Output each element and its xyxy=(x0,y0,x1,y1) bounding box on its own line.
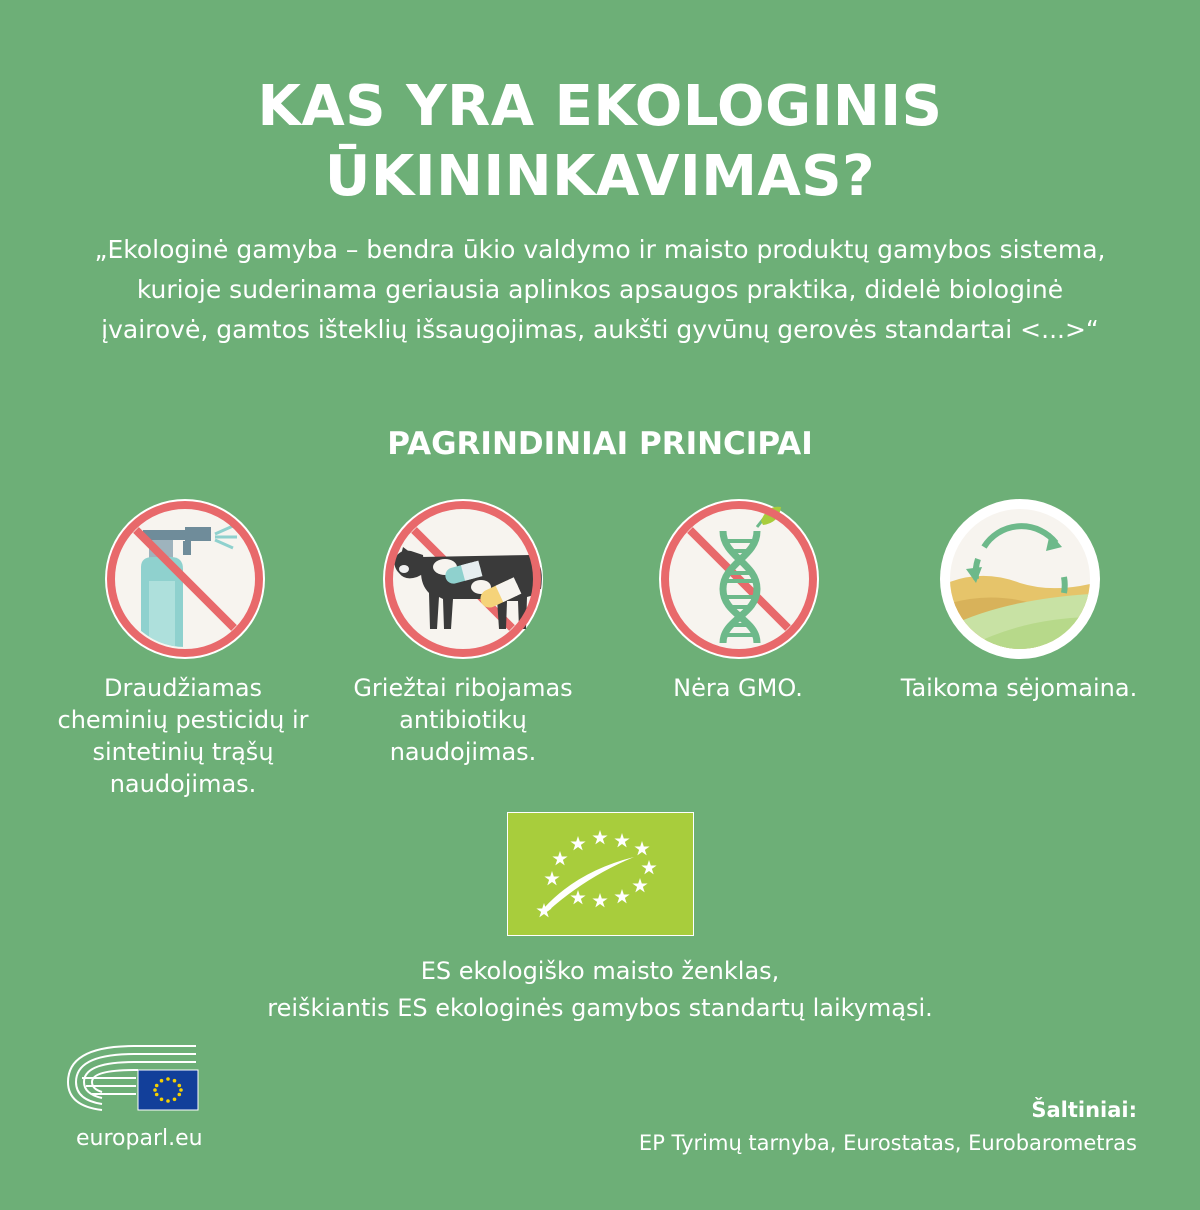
eu-logo-caption-line-2: reiškiantis ES ekologinės gamybos standartų laikymąsi. xyxy=(267,994,933,1022)
european-parliament-logo-icon xyxy=(62,1040,202,1112)
principle-label: Griežtai ribojamas antibiotikų naudojimas. xyxy=(353,674,573,766)
definition-quote: „Ekologinė gamyba – bendra ūkio valdymo ir maisto produktų gamybos sistema, kurioje suderinama geriausia aplinkos apsaugos praktika, didelė biologinė įvairovė, gamtos išteklių išsaugojimas, aukšti gyvūnų gerovės standartai <...>“ xyxy=(94,235,1106,344)
sources-heading: Šaltiniai: xyxy=(1031,1098,1137,1122)
eu-logo-caption xyxy=(0,953,1200,1027)
title-line-2: ŪKININKAVIMAS? xyxy=(324,144,876,209)
page-title xyxy=(0,72,1200,212)
no-gmo-dna-icon xyxy=(657,497,821,661)
eu-organic-logo xyxy=(507,812,694,936)
principle-label: Draudžiamas cheminių pesticidų ir sintetinių trąšų naudojimas. xyxy=(57,674,309,798)
sources xyxy=(639,1094,1137,1160)
europarl-link[interactable]: europarl.eu xyxy=(76,1126,203,1151)
sources-text: EP Tyrimų tarnyba, Eurostatas, Eurobarometras xyxy=(638,1131,1137,1155)
principle-label: Taikoma sėjomaina. xyxy=(900,674,1138,702)
crop-rotation-icon xyxy=(938,497,1102,661)
eu-logo-caption-line-1: ES ekologiško maisto ženklas, xyxy=(420,957,780,985)
principle-label: Nėra GMO. xyxy=(673,674,803,702)
no-antibiotics-cow-icon xyxy=(381,497,545,661)
principles-heading: PAGRINDINIAI PRINCIPAI xyxy=(387,426,813,462)
title-line-1: KAS YRA EKOLOGINIS xyxy=(257,74,943,139)
eu-organic-leaf-icon xyxy=(508,813,693,935)
no-pesticide-spray-icon xyxy=(103,497,267,661)
